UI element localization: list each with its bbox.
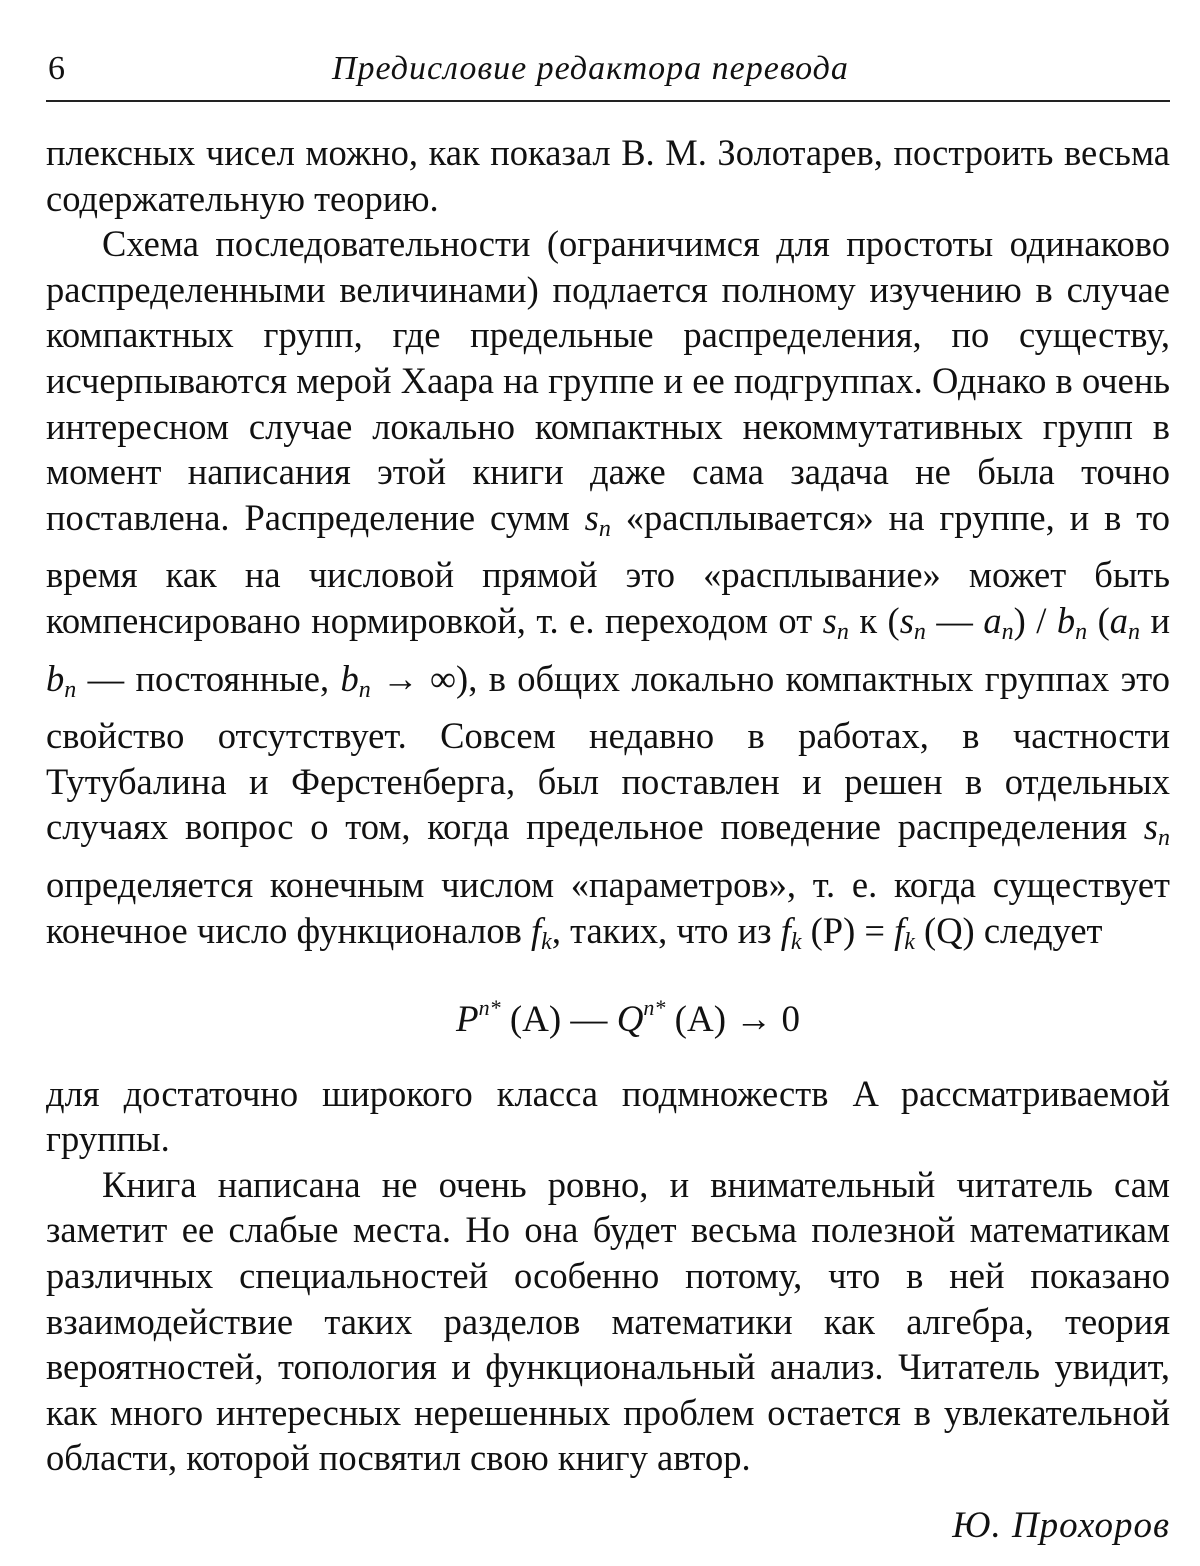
math-s-n: $s_n$ xyxy=(1143,806,1170,852)
book-page xyxy=(46,44,1170,1549)
math-b-n: $b_n$ xyxy=(1056,599,1088,645)
page-header xyxy=(46,44,1170,102)
body-text xyxy=(46,130,1170,1549)
math-f-k: $f_k$ xyxy=(894,909,915,955)
math-a-n: $a_n$ xyxy=(1109,599,1140,645)
display-formula: $P^{n*}$ (A) — $Q^{n*}$ (A) → 0 xyxy=(455,995,801,1041)
math-f-k: $f_k$ xyxy=(780,909,802,955)
author-signature: Ю. Прохоров xyxy=(952,1505,1170,1547)
math-b-n: $b_n$ xyxy=(340,657,371,703)
math-s-n: $s_n$ xyxy=(899,599,926,645)
math-a-n: $a_n$ xyxy=(983,599,1014,645)
math-b-n: $b_n$ xyxy=(46,657,77,703)
paragraph-1: плексных чисел можно, как показал В. М. Золотарев, построить весьма содержательную теорию. xyxy=(46,132,1170,219)
math-s-n: $s_n$ xyxy=(822,599,849,645)
paragraph-3: для достаточно широкого класса подмножеств A рассматриваемой группы. xyxy=(46,1072,1170,1160)
page-number: 6 xyxy=(48,50,65,87)
paragraph-4: Книга написана не очень ровно, и внимательный читатель сам заметит ее слабые места. Но она будет весьма полезной математикам различных специальностей особенно потому, что в ней показано взаимодействие таких разделов математики как алгебра, теория вероятностей, топология и функциональный анализ. Читатель увидит, как много интересных нерешенных проблем остается в увлекательной области, которой посвятил свою книгу автор. xyxy=(46,1163,1170,1479)
math-s-n: $s_n$ xyxy=(584,496,611,542)
running-title: Предисловие редактора перевода xyxy=(332,50,849,87)
paragraph-2: Схема последовательности (ограничимся для простоты одинаково распределенными величинами) подлается полному изучению в случае компактных групп, где предельные распределения, по существу, исчерпываются мерой Хаара на группе и ее подгруппах. Однако в очень интересном случае локально компактных некоммутативных групп в момент написания этой книги даже сама задача не была точно поставлена. Распределение сумм $s_n$ «расплывается» на группе, и в то время как на числовой прямой это «расплывание» может быть компенсировано нормировкой, т. е. переходом от $s_n$ к ($s_n$ — $a_n) / b_n$ ($a_n$ и $b_n$ — постоянные, $b_n$ → ∞), в общих локально компактных группах это свойство отсутствует. Совсем недавно в работах, в частности Тутубалина и Ферстенберга, был поставлен и решен в отдельных случаях вопрос о том, когда предельное поведение распределения $s_n$ определяется конечным числом «параметров», т. е. когда существует конечное число функционалов $f_k$, таких, что из $f_k$ $(P) = f_k$ (Q) следует xyxy=(46,223,1171,955)
math-f-k: $f_k$ xyxy=(531,909,552,955)
